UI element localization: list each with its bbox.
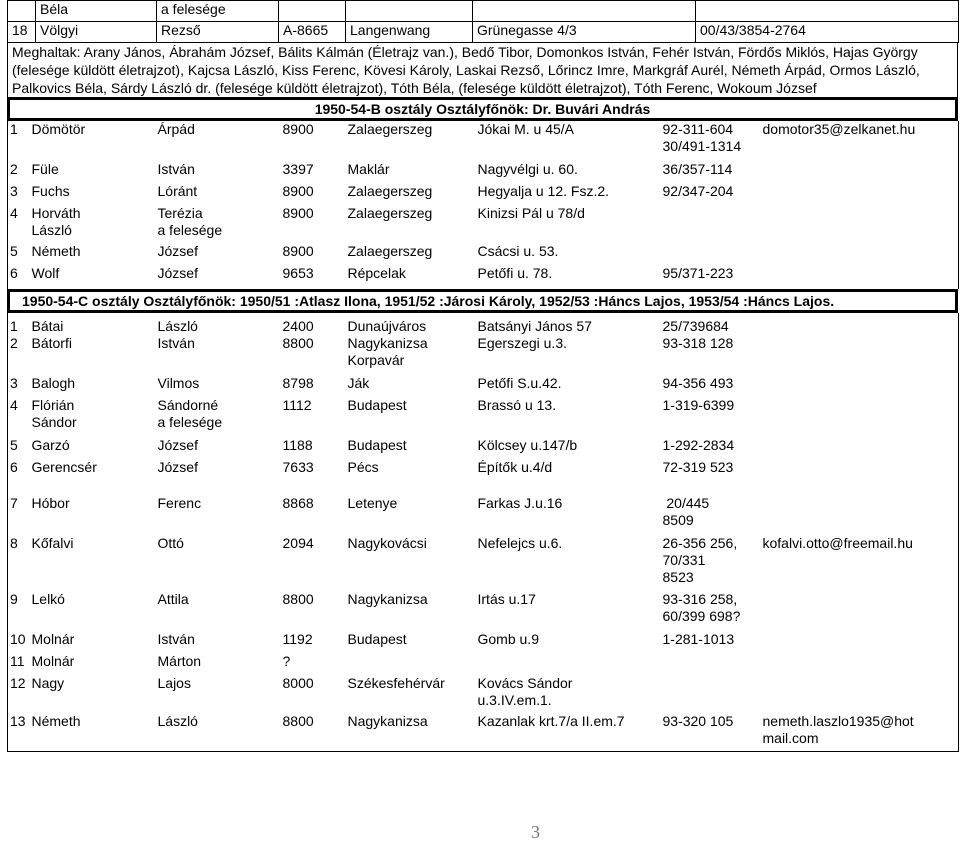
- phone: 93-318 128: [662, 335, 734, 351]
- name-line: Flórián: [31, 397, 75, 413]
- city: Dunaújváros: [347, 318, 427, 334]
- name-line: Sándorné: [157, 397, 219, 413]
- city: Zalaegerszeg: [347, 243, 433, 259]
- phone-line: 30/491-1314: [662, 138, 742, 154]
- email: [763, 313, 959, 335]
- cell: Béla: [36, 1, 157, 22]
- class-c-header: 1950-54-C osztály Osztályfőnök: 1950/51 :Atlasz Ilona, 1951/52 :Járosi Károly, 1952/53 :Háncs Lajos, 1953/54 :Háncs Lajos.: [7, 289, 958, 313]
- street: Petőfi S.u.42.: [477, 375, 562, 391]
- first-name: Ottó: [157, 535, 184, 551]
- street: Nagyvélgi u. 60.: [477, 161, 578, 177]
- email-line: nemeth.laszlo1935@hot: [762, 713, 914, 729]
- city: Budapest: [347, 397, 407, 413]
- zip: 8800: [282, 335, 314, 351]
- cell: [696, 1, 959, 22]
- first-name: Márton: [157, 653, 202, 669]
- row-number: 2: [10, 161, 18, 177]
- zip: 8800: [282, 591, 314, 607]
- zip: ?: [282, 653, 291, 669]
- row-number: 6: [10, 265, 18, 281]
- phone: [663, 591, 763, 631]
- zip: 1112: [282, 397, 312, 413]
- email: [763, 591, 959, 631]
- table-row: [8, 183, 959, 205]
- last-name: Bátorfi: [31, 335, 72, 351]
- street: [478, 675, 663, 713]
- phone-line: 93-316 258,: [662, 591, 738, 607]
- phone: [663, 205, 763, 243]
- last-name: Nagy: [31, 675, 65, 691]
- zip: 9653: [282, 265, 314, 281]
- top-table: [7, 0, 959, 43]
- first-name: Lajos: [157, 675, 191, 691]
- cell: Völgyi: [36, 22, 157, 43]
- last-name: Molnár: [31, 653, 75, 669]
- city-line: Korpavár: [347, 352, 405, 368]
- email: [763, 653, 959, 675]
- first-name: Attila: [157, 591, 189, 607]
- phone-line: 60/399 698?: [662, 608, 741, 624]
- phone: [663, 675, 763, 713]
- email: [763, 243, 959, 265]
- email: kofalvi.otto@freemail.hu: [762, 535, 913, 551]
- last-name: Kőfalvi: [31, 535, 74, 551]
- row-number: 2: [10, 335, 18, 351]
- phone: 1-292-2834: [662, 437, 735, 453]
- table-row: [8, 675, 959, 713]
- email: [763, 375, 959, 397]
- table-row: [8, 631, 959, 653]
- cell: 00/43/3854-2764: [696, 22, 959, 43]
- phone: 36/357-114: [662, 161, 733, 177]
- street: Kinizsi Pál u 78/d: [477, 205, 585, 221]
- phone-line: 92-311-604: [662, 121, 734, 137]
- zip: 8000: [282, 675, 314, 691]
- table-row: [8, 335, 959, 375]
- table-row: [8, 437, 959, 459]
- email: [763, 713, 959, 751]
- last-name: Németh: [31, 243, 81, 259]
- city: Nagykanizsa: [347, 591, 428, 607]
- city: Nagykanizsa: [347, 713, 428, 729]
- table-row: [8, 495, 959, 535]
- city: Budapest: [347, 437, 407, 453]
- first-name: József: [157, 437, 198, 453]
- city: Ják: [347, 375, 370, 391]
- phone: 1-319-6399: [662, 397, 735, 413]
- phone-line: 70/331: [662, 552, 706, 568]
- table-row: [8, 121, 959, 161]
- name-line: László: [31, 222, 72, 238]
- last-name: Bátai: [31, 318, 64, 334]
- street: Csácsi u. 53.: [477, 243, 559, 259]
- city: Répcelak: [347, 265, 406, 281]
- city: [348, 335, 478, 375]
- table-row: [8, 375, 959, 397]
- row-number: 5: [10, 437, 18, 453]
- last-name: [32, 397, 158, 437]
- city: Zalaegerszeg: [347, 183, 433, 199]
- row-number: 7: [10, 495, 18, 511]
- row-number: 6: [10, 459, 18, 475]
- email: [763, 161, 959, 183]
- table-row: [8, 265, 959, 289]
- street: Kölcsey u.147/b: [477, 437, 578, 453]
- zip: 8800: [282, 713, 314, 729]
- cell: A-8665: [279, 22, 346, 43]
- email-line: mail.com: [762, 730, 819, 746]
- city: Székesfehérvár: [347, 675, 445, 691]
- row-number: 8: [10, 535, 18, 551]
- table-row: [8, 243, 959, 265]
- email: [763, 437, 959, 459]
- email: [763, 183, 959, 205]
- zip: 8900: [282, 243, 314, 259]
- first-name: József: [157, 459, 198, 475]
- first-name: István: [157, 161, 195, 177]
- table-row: [8, 313, 959, 335]
- email: [763, 335, 959, 375]
- street: Gomb u.9: [477, 631, 539, 647]
- first-name: Lóránt: [157, 183, 198, 199]
- street: Farkas J.u.16: [477, 495, 563, 511]
- email: [763, 397, 959, 437]
- phone: [663, 121, 763, 161]
- city: Nagykovácsi: [347, 535, 427, 551]
- deceased-note: Meghaltak: Arany János, Ábrahám József, Bálits Kálmán (Életrajz van.), Bedő Tibor, Domonkos István, Fehér István, Fördős Miklós, Hajas György (felesége küldött életrajzot), Kajcsa László, Kiss Ferenc, Kövesi Károly, Laskai Rezső, Lőrincz Imre, Markgráf Aurél, Németh Árpád, Ormos László, Palkovics Béla, Sárdy László dr. (felesége küldött életrajzot), Tóth Béla, (felesége küldött életrajzot), Tóth Ferenc, Wokoum József: [7, 43, 958, 97]
- email: [763, 675, 959, 713]
- row-number: 5: [10, 243, 18, 259]
- table-row: [8, 1, 959, 22]
- city: Zalaegerszeg: [347, 121, 433, 137]
- name-line: Sándor: [31, 414, 77, 430]
- street-line: u.3.IV.em.1.: [477, 692, 552, 708]
- first-name: István: [157, 335, 195, 351]
- row-number: 12: [10, 675, 26, 691]
- row-number: 9: [10, 591, 18, 607]
- cell: 18: [8, 22, 36, 43]
- class-c-list: [7, 313, 959, 752]
- cell: [346, 1, 473, 22]
- cell: [8, 1, 36, 22]
- phone-line: 20/445: [662, 495, 710, 511]
- phone: 25/739684: [662, 318, 729, 334]
- phone: [663, 535, 763, 591]
- table-row: [8, 205, 959, 243]
- street: Jókai M. u 45/A: [477, 121, 574, 137]
- table-row: [8, 397, 959, 437]
- row-number: 13: [10, 713, 26, 729]
- phone-line: 26-356 256,: [662, 535, 738, 551]
- email: [763, 459, 959, 495]
- first-name: [158, 397, 283, 437]
- email: [763, 631, 959, 653]
- table-row: [8, 459, 959, 495]
- phone: [663, 495, 763, 535]
- phone: 93-320 105: [662, 713, 734, 729]
- last-name: Molnár: [31, 631, 75, 647]
- first-name: Árpád: [157, 121, 195, 137]
- name-line: a felesége: [157, 414, 223, 430]
- city: Letenye: [347, 495, 398, 511]
- cell: Grünegasse 4/3: [473, 22, 696, 43]
- street: Nefelejcs u.6.: [477, 535, 563, 551]
- street: Irtás u.17: [477, 591, 536, 607]
- zip: 3397: [282, 161, 314, 177]
- first-name: István: [157, 631, 195, 647]
- first-name: László: [157, 318, 198, 334]
- phone: 95/371-223: [662, 265, 734, 281]
- last-name: Garzó: [31, 437, 70, 453]
- zip: 8798: [282, 375, 314, 391]
- cell: [473, 1, 696, 22]
- last-name: Balogh: [31, 375, 76, 391]
- row-number: 4: [10, 205, 18, 221]
- first-name: [158, 205, 283, 243]
- street-line: Kovács Sándor: [477, 675, 573, 691]
- row-number: 1: [10, 318, 18, 334]
- street: Kazanlak krt.7/a II.em.7: [477, 713, 625, 729]
- phone: [663, 243, 763, 265]
- zip: 8868: [282, 495, 314, 511]
- page: [7, 0, 958, 752]
- last-name: Wolf: [31, 265, 60, 281]
- city: Maklár: [347, 161, 390, 177]
- city: Zalaegerszeg: [347, 205, 433, 221]
- street: Batsányi János 57: [477, 318, 592, 334]
- phone: 1-281-1013: [662, 631, 735, 647]
- class-b-list: [7, 121, 959, 289]
- row-number: 3: [10, 375, 18, 391]
- row-number: 10: [10, 631, 26, 647]
- first-name: Ferenc: [157, 495, 202, 511]
- street: [478, 653, 663, 675]
- cell: a felesége: [157, 1, 279, 22]
- last-name: [32, 205, 158, 243]
- table-row: [8, 535, 959, 591]
- cell: [279, 1, 346, 22]
- page-number: 3: [531, 822, 540, 842]
- city: Budapest: [347, 631, 407, 647]
- last-name: Fuchs: [31, 183, 70, 199]
- zip: 2400: [282, 318, 314, 334]
- phone-line: 8523: [662, 569, 694, 585]
- row-number: 1: [10, 121, 18, 137]
- first-name: József: [157, 243, 198, 259]
- street: Egerszegi u.3.: [477, 335, 567, 351]
- zip: 1188: [282, 437, 313, 453]
- row-number: 4: [10, 397, 18, 413]
- row-number: 3: [10, 183, 18, 199]
- zip: 8900: [282, 121, 314, 137]
- zip: 1192: [282, 631, 313, 647]
- row-number: 11: [10, 653, 25, 669]
- phone: [663, 653, 763, 675]
- zip: 8900: [282, 205, 314, 221]
- city: Pécs: [347, 459, 379, 475]
- name-line: Terézia: [157, 205, 203, 221]
- table-row: [8, 591, 959, 631]
- email: [763, 495, 959, 535]
- street: Brassó u 13.: [477, 397, 557, 413]
- last-name: Németh: [31, 713, 81, 729]
- phone: 94-356 493: [662, 375, 734, 391]
- zip: 7633: [282, 459, 314, 475]
- email: [763, 205, 959, 243]
- phone: 72-319 523: [662, 459, 734, 475]
- street: Hegyalja u 12. Fsz.2.: [477, 183, 610, 199]
- last-name: Dömötör: [31, 121, 86, 137]
- last-name: Hóbor: [31, 495, 70, 511]
- cell: Rezső: [157, 22, 279, 43]
- first-name: Vilmos: [157, 375, 200, 391]
- zip: 2094: [282, 535, 314, 551]
- street: Építők u.4/d: [477, 459, 553, 475]
- table-row: [8, 22, 959, 43]
- city-line: Nagykanizsa: [347, 335, 428, 351]
- table-row: [8, 713, 959, 751]
- email: domotor35@zelkanet.hu: [762, 121, 916, 137]
- class-b-header: 1950-54-B osztály Osztályfőnök: Dr. Buvári András: [7, 97, 958, 121]
- last-name: Lelkó: [31, 591, 65, 607]
- email: [763, 265, 959, 289]
- table-row: [8, 161, 959, 183]
- last-name: Füle: [31, 161, 59, 177]
- name-line: Horváth: [31, 205, 81, 221]
- cell: Langenwang: [346, 22, 473, 43]
- phone: 92/347-204: [662, 183, 734, 199]
- name-line: a felesége: [157, 222, 223, 238]
- zip: 8900: [282, 183, 314, 199]
- phone-line: 8509: [662, 512, 694, 528]
- first-name: József: [157, 265, 198, 281]
- first-name: László: [157, 713, 198, 729]
- table-row: [8, 653, 959, 675]
- last-name: Gerencsér: [31, 459, 97, 475]
- city: [348, 653, 478, 675]
- street: Petőfi u. 78.: [477, 265, 553, 281]
